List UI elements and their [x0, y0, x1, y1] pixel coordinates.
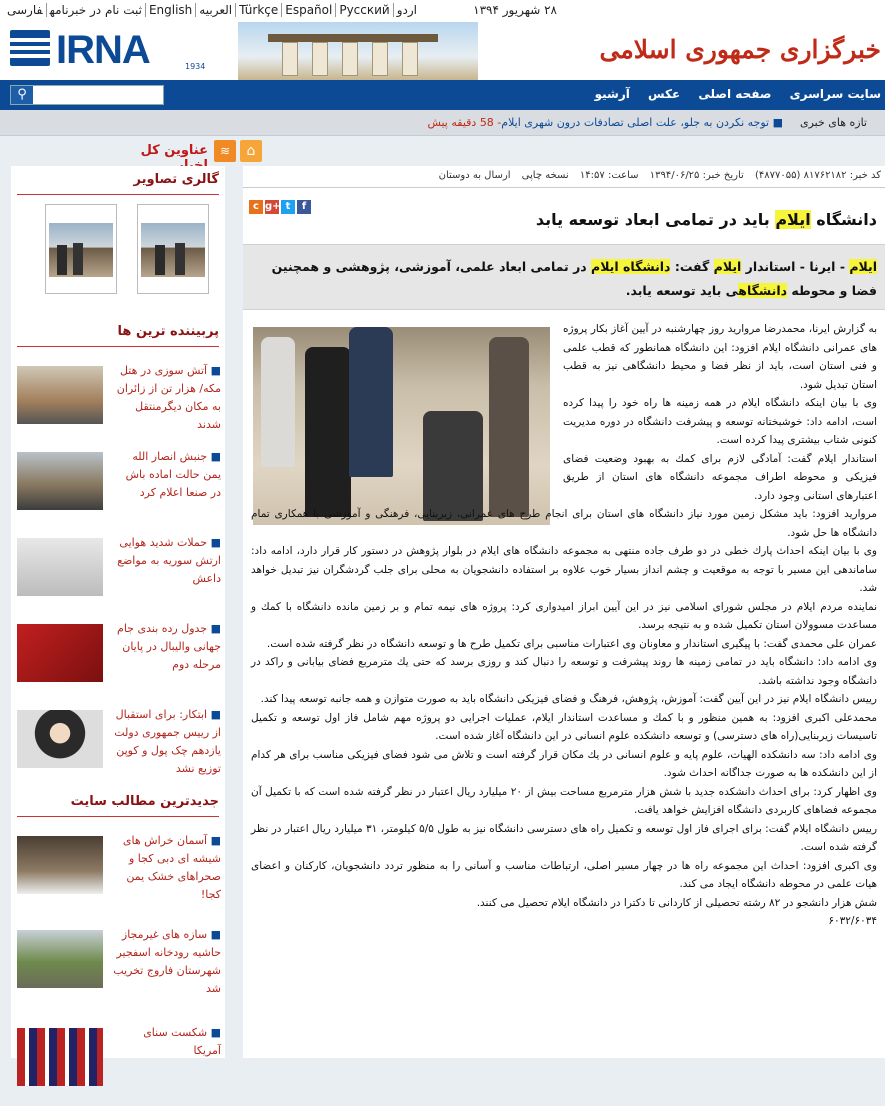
language-menu	[4, 3, 420, 17]
lang-arabic[interactable]: العربیه	[196, 3, 236, 17]
paragraph: به گزارش ایرنا، محمدرضا مرواريد روز چهارشنبه در آيين آغاز بكار پروژه های عمرانی دانشگاه ایلام افزود: اين دانشگاه همانطور كه قطب علمی و فنی استان است، بايد از نظر فضا و محيط دانشگاهی نيز به قطب استان تبديل شود.	[563, 323, 877, 391]
ticker-label: تازه های خبری	[799, 116, 867, 129]
article-meta	[431, 170, 881, 181]
header-building-image	[238, 22, 478, 80]
top-bar	[0, 0, 885, 22]
list-item[interactable]: ■ شکست سنای آمریکا	[17, 1020, 221, 1106]
logo-mark-icon	[10, 30, 50, 66]
nav-home[interactable]: صفحه اصلی	[698, 87, 772, 101]
paragraph: استاندار ایلام گفت: آمادگی لازم برای كمك به بهبود وضعيت فضای فيزيكی و محوطه اطراف مجموعه دانشگاه های استان از طريق اعتبارهای استانی وجود دارد.	[563, 452, 877, 502]
nav-national-site[interactable]: سایت سراسری	[789, 87, 881, 101]
paragraph: نماينده مردم ایلام در مجلس شورای اسلامی نيز در اين آيين ابراز اميدواری كرد: پروژه های نيمه تمام و بر زمين مانده دانشگاه با كمك و مساعدت مسوولان استان تكميل شده و به نتيجه برسد.	[251, 600, 877, 631]
send-link[interactable]: ارسال به دوستان	[438, 170, 511, 181]
newsletter-link[interactable]: ثبت نام در خبرنامه	[47, 3, 146, 17]
gallery-thumb[interactable]	[137, 204, 209, 294]
article-code-footer: ۶۰۳۲/۶۰۳۴	[828, 915, 877, 927]
paragraph: وی ادامه داد: سه دانشكده الهيات، علوم پايه و علوم انسانی در يك مكان قرار گرفته است و تلاش می شود فضای فيزيكی مناسب برای هر كدام از اين دانشكده ها به صورت جداگانه احداث شود.	[251, 748, 877, 779]
sidebar	[11, 166, 225, 1058]
search-input[interactable]	[35, 86, 163, 104]
rss-icon[interactable]: ≋	[214, 140, 236, 162]
article-body	[251, 320, 877, 931]
lang-turkish[interactable]: Türkçe	[236, 3, 282, 17]
news-thumbnail	[17, 930, 103, 988]
article-lead: ایلام - ایرنا - استاندار ایلام گفت: دانشگاه ایلام در تمامی ابعاد علمی، آموزشی، پژوهشی و همچنین فضا و محوطه دانشگاهی باید توسعه یابد.	[243, 244, 885, 310]
news-date: تاریخ خبر: ۱۳۹۴/۰۶/۲۵	[649, 170, 744, 181]
article	[243, 166, 885, 1058]
nav-archive[interactable]: آرشیو	[594, 87, 630, 101]
paragraph: محمدعلی اكبری افزود: به همين منظور و با كمك و مساعدت استاندار ایلام، عمليات اجرايی دو پروژه مهم شامل فاز اول توسعه و تكميل تاسيسات زيربنايی(راه های دسترسی) و توسعه دانشكده علوم انسانی در اين دانشگاه آغاز شده است.	[251, 711, 877, 742]
gallery-thumb[interactable]	[45, 204, 117, 294]
paragraph: وی اظهار كرد: برای احداث دانشكده جديد با شش هزار مترمربع مساحت بيش از ۲۰ ميليارد ريال اعتبار در نظر گرفته شده است كه با تكميل آن مجموعه فضاهای كاربردی دانشگاه افزايش خواهد يافت.	[251, 785, 877, 816]
lang-english[interactable]: English	[146, 3, 196, 17]
news-thumbnail	[17, 366, 103, 424]
logo-year: 1934	[185, 62, 206, 71]
twitter-icon[interactable]: t	[281, 200, 295, 214]
lang-spanish[interactable]: Español	[282, 3, 336, 17]
news-thumbnail	[17, 836, 103, 894]
list-item[interactable]: ■ سازه های غیرمجاز حاشیه رودخانه اسفجیر شهرستان فاروج تخریب شد	[17, 922, 221, 1008]
paragraph: وی اكبری افزود: احداث اين مجموعه راه ها در چهار مسير اصلی، ارتباطات مناسب و آسانی را به منظور تردد دانشجويان، كاركنان و اعضای هيات علمی در محوطه دانشگاه ايجاد می كند.	[251, 859, 877, 890]
gallery-title: گالری تصاویر	[133, 172, 219, 187]
list-item[interactable]: ■ حملات شدید هوایی ارتش سوریه به مواضع داعش	[17, 530, 221, 616]
headlines-bar	[114, 140, 264, 162]
ticker-headline[interactable]: ■ توجه نکردن به جلو، علت اصلی تصادفات درون شهری ایلام- 58 دقیقه پیش	[427, 116, 783, 129]
all-headlines-link[interactable]: عناوین کل	[140, 143, 208, 158]
article-title: دانشگاه ایلام باید در تمامی ابعاد توسعه یابد	[535, 210, 877, 229]
paragraph: رييس دانشگاه ایلام نيز در اين آيين گفت: آموزش، پژوهش، فرهنگ و فضای فيزيكی دانشگاه بايد به صورت متوازن و همه جانبه توسعه پيدا كند.	[260, 693, 877, 705]
news-thumbnail	[17, 452, 103, 510]
paragraph: وی با بيان اينكه احداث پارك خطی در دو طرف جاده منتهی به مجموعه دانشگاه های ایلام در بلوار پژوهش در دستور كار قرار دارد، ادامه داد: ساماندهی اين مسير با توجه به موقعيت و چشم انداز بسيار خوب علاوه بر استفاده دانشجويان به محلی برای جلب گردشگران نيز تبديل خواهد شد.	[251, 545, 877, 594]
paragraph: وی ادامه داد: دانشگاه بايد در تمامی زمينه ها روند پيشرفت و توسعه را دنبال كند و روزی برسد كه حتی يك مترمربع فضای بيابانی و راكد در دانشگاه وجود نداشته باشد.	[251, 656, 877, 687]
list-item[interactable]: ■ جنبش انصار الله یمن حالت اماده باش در صنعا اعلام کرد	[17, 444, 221, 530]
nav-photo[interactable]: عکس	[648, 87, 681, 101]
logo-text: IRNA	[56, 28, 150, 72]
share-bar	[249, 194, 313, 210]
google-plus-icon[interactable]: g+	[265, 201, 281, 212]
paragraph: رييس دانشگاه ایلام گفت: برای اجرای فاز اول توسعه و تكميل راه های دسترسی دانشگاه نيز به طول ۵/۵ كيلومتر، ۳۱ ميليارد ريال اعتبار در نظر گرفته شده است.	[251, 822, 878, 853]
news-thumbnail	[17, 538, 103, 596]
main-nav	[0, 80, 885, 110]
news-thumbnail	[17, 1028, 103, 1086]
list-item[interactable]: ■ جدول رده بندی جام جهانی والیبال در پایان مرحله دوم	[17, 616, 221, 702]
facebook-icon[interactable]: f	[297, 200, 311, 214]
latest-title: جدیدترین مطالب سایت	[70, 794, 219, 809]
list-item[interactable]: ■ ابتکار: برای استقبال از رییس جمهوری دولت یازدهم چک پول و کوپن توزیع نشد	[17, 702, 221, 788]
paragraph: شش هزار دانشجو در ۸۲ رشته تحصيلی از كاردانی تا دكترا در دانشگاه ایلام تحصيل می كنند.	[476, 896, 877, 909]
list-item[interactable]: ■ آتش سوزی در هتل مکه/ هزار تن از زائران به مکان دیگرمنتقل شدند	[17, 358, 221, 444]
search-box	[10, 85, 164, 105]
lang-russian[interactable]: Русский	[336, 3, 393, 17]
popular-title: پربیننده ترین ها	[117, 324, 219, 339]
news-thumbnail	[17, 710, 103, 768]
home-icon[interactable]: ⌂	[240, 140, 262, 162]
irna-logo[interactable]	[10, 28, 206, 72]
site-title: خبرگزاری جمهوری اسلامی	[599, 35, 881, 64]
list-item[interactable]: ■ آسمان خراش های شیشه ای دبی کجا و صحراهای خشک یمن کجا!	[17, 828, 221, 914]
site-header	[0, 22, 885, 80]
lang-farsi[interactable]: فارسی	[4, 3, 47, 17]
print-link[interactable]: نسخه چاپی	[521, 170, 569, 181]
paragraph: وی با بيان اينكه دانشگاه ایلام در همه زمينه ها راه خود را پيدا كرده است، ادامه داد: خوشبختانه توسعه و پيشرفت دانشگاه در دوره مديريت كنونی شتاب بيشتری پيدا كرده است.	[563, 397, 877, 446]
current-date: ۲۸ شهریور ۱۳۹۴	[473, 3, 557, 17]
news-time: ساعت: ۱۴:۵۷	[579, 170, 639, 181]
cloob-icon[interactable]: c	[249, 200, 263, 214]
search-icon[interactable]: ⚲	[11, 86, 33, 104]
paragraph: مرواريد افزود: بايد مشكل زمين مورد نياز دانشگاه های استان برای انجام طرح های عمرانی، زيربنايی، فرهنگی و آموزشی با همكاری تمام دانشگاه ها حل شود.	[251, 508, 877, 539]
paragraph: عمران علی محمدی گفت: با پيگيری استاندار و معاونان وی اعتبارات مناسبی برای تكميل طرح ها و توسعه دانشگاه در نظر گرفته شده است.	[266, 637, 877, 650]
lang-urdu[interactable]: اردو	[396, 3, 418, 17]
news-thumbnail	[17, 624, 103, 682]
news-ticker	[0, 110, 885, 136]
news-code: کد خبر: ۸۱۷۶۲۱۸۲ (۴۸۷۷۰۵۵)	[754, 170, 881, 181]
